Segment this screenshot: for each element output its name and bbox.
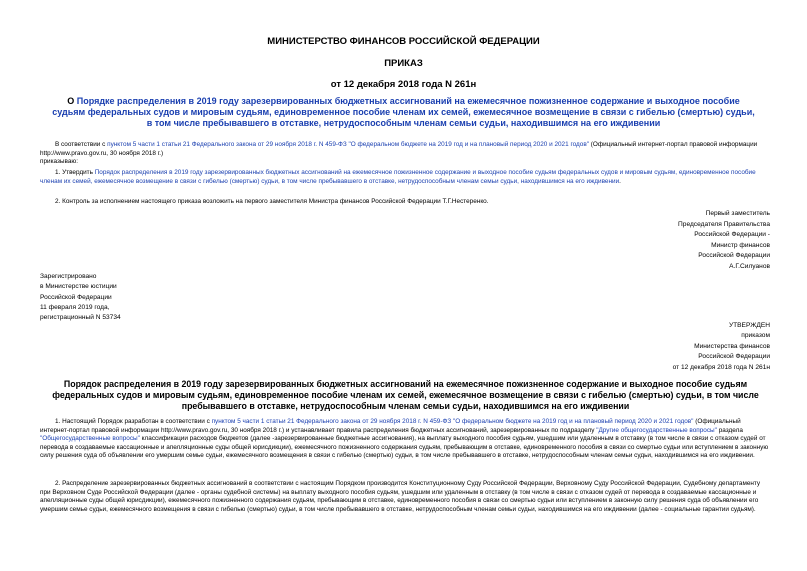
approved-block	[673, 321, 770, 373]
p1-subsection-link[interactable]: "Другие общегосударственные вопросы"	[596, 426, 717, 434]
intro-text-1: В соответствии с	[55, 141, 108, 148]
item-2: 2. Контроль за исполнением настоящего приказа возложить на первого заместителя Министра финансов Российской Федерации Т.Г.Нестеренко.	[55, 198, 489, 205]
item-1-prefix: 1. Утвердить	[55, 169, 95, 176]
item-1	[40, 169, 771, 186]
signature-line: Российской Федерации	[698, 252, 770, 259]
approved-line: приказом	[741, 332, 770, 340]
ministry-heading: МИНИСТЕРСТВО ФИНАНСОВ РОССИЙСКОЙ ФЕДЕРАЦИИ	[267, 36, 540, 47]
order-heading: ПРИКАЗ	[384, 58, 423, 69]
p1-middle: (Официальный интернет-портал правовой информации http://www.pravo.gov.ru, 30 ноября 2018 г.) и устанавливает правила распределения бюджетных ассигнований, зарезервированных по подразделу	[40, 418, 741, 434]
procedure-paragraph-1	[40, 418, 771, 461]
signature-line: Российской Федерации -	[694, 231, 770, 238]
registration-line: Зарегистрировано	[40, 273, 97, 280]
procedure-paragraph-2: 2. Распределение зарезервированных бюджетных ассигнований в соответствии с настоящим Порядком производится Конституционному Суду Российской Федерации, Верховному Суду Российской Федерации, Судебному департаменту при Верховном Суде Российской Федерации (далее - органы судебной системы) на выплату выходного пособия судьям, ушедшим или удаленным в отставку (в том числе в связи с отказом судей от перевода в создаваемые кассационные и апелляционные суды общей юрисдикции), ежемесячного пожизненного содержания судьям, пребывающим в отставке, единовременного пособия в связи со смертью судьи или вступлением в законную силу решения суда об объявлении его умершим семье судьи, ежемесячного возмещения в связи с гибелью (смертью) судьи, в том числе пребывавшего в отставке, нетрудоспособным членам семьи судьи, находившимся на его иждивении (далее - социальные гарантии судьям).	[40, 480, 761, 513]
order-title	[50, 96, 757, 129]
signature-line: Министр финансов	[711, 241, 770, 249]
order-date: от 12 декабря 2018 года N 261н	[330, 79, 477, 90]
registration-line: Российской Федерации	[40, 293, 112, 301]
signature-line: Председателя Правительства	[678, 220, 770, 228]
registration-line: регистрационный N 53734	[40, 314, 121, 322]
signature-name: А.Г.Силуанов	[729, 262, 770, 270]
order-title-prefix: О	[67, 96, 77, 106]
order-title-link[interactable]: Порядке распределения в 2019 году зарезервированных бюджетных ассигнований на ежемесячное пожизненное содержание и выходное пособие судьям федеральных судов и мировым судьям, единовременное пособие членам их семей, ежемесячное возмещение в связи с гибелью (смертью) судьи, в том числе пребывавшего в отставке, нетрудоспособным членам семьи судьи, находившимся на его иждивении	[52, 96, 755, 128]
registration-block	[40, 272, 121, 323]
approved-line: от 12 декабря 2018 года N 261н	[672, 363, 770, 371]
approved-line: Министерства финансов	[694, 342, 770, 350]
intro-paragraph	[40, 141, 771, 158]
p1-section-link[interactable]: "Общегосударственные вопросы"	[40, 435, 140, 443]
orders-word: приказываю:	[40, 158, 78, 165]
law-link[interactable]: пунктом 5 части 1 статьи 21 Федерального закона от 29 ноября 2018 г. N 459-ФЗ "О федеральном бюджете на 2019 год и на плановый период 2020 и 2021 годов"	[107, 141, 589, 148]
procedure-link[interactable]: Порядок распределения в 2019 году зарезервированных бюджетных ассигнований на ежемесячное пожизненное содержание и выходное пособие судьям федеральных судов и мировым судьям, единовременное пособие членам их семей, ежемесячное возмещение в связи с гибелью (смертью) судьи, в том числе пребывавшего в отставке, нетрудоспособным членам семьи судьи, находившимся на его иждивении	[40, 169, 756, 185]
approved-line: УТВЕРЖДЕН	[728, 322, 770, 329]
item-1-suffix: .	[619, 177, 621, 185]
intro-text-2: (Официальный интернет-портал правовой информации http://www.pravo.gov.ru, 30 ноября 2018 г.)	[40, 141, 758, 157]
p1-suffix: классификации расходов бюджетов (далее -зарезервированные бюджетные ассигнования), на выплату выходного пособия судьям, ушедшим или удаленным в отставку (в том числе в связи с отказом судей от перевода в создаваемые кассационные и апелляционные суды общей юрисдикции), ежемесячного пожизненного содержания судьям, пребывающим в отставке, единовременного пособия в связи со смертью судьи или вступлением в законную силу решения суда об объявлении его умершим семье судьи, ежемесячного возмещения в связи с гибелью (смертью) судьи, в том числе пребывавшего в отставке, нетрудоспособным членам семьи судьи, находившимся на его иждивении.	[40, 435, 769, 460]
p1-prefix: 1. Настоящий Порядок разработан в соответствии с	[55, 418, 212, 425]
registration-line: в Министерстве юстиции	[40, 283, 117, 291]
approved-line: Российской Федерации	[698, 353, 770, 361]
procedure-title: Порядок распределения в 2019 году зарезервированных бюджетных ассигнований на ежемесячное пожизненное содержание и выходное пособие судьям федеральных судов и мировым судьям, единовременное пособие членам их семей, ежемесячное возмещение в связи с гибелью (смертью) судьи, в том числе пребывавшего в отставке, нетрудоспособным членам семьи судьи, находившимся на его иждивении	[52, 379, 759, 411]
p1-law-link[interactable]: пунктом 5 части 1 статьи 21 Федерального закона от 29 ноября 2018 г. N 459-ФЗ "О федеральном бюджете на 2019 год и на плановый период 2020 и 2021 годов"	[211, 418, 694, 425]
registration-line: 11 февраля 2019 года,	[40, 303, 110, 311]
p1-middle-2: раздела	[716, 426, 743, 434]
signature-line: Первый заместитель	[705, 210, 770, 217]
signature-block	[678, 209, 770, 272]
